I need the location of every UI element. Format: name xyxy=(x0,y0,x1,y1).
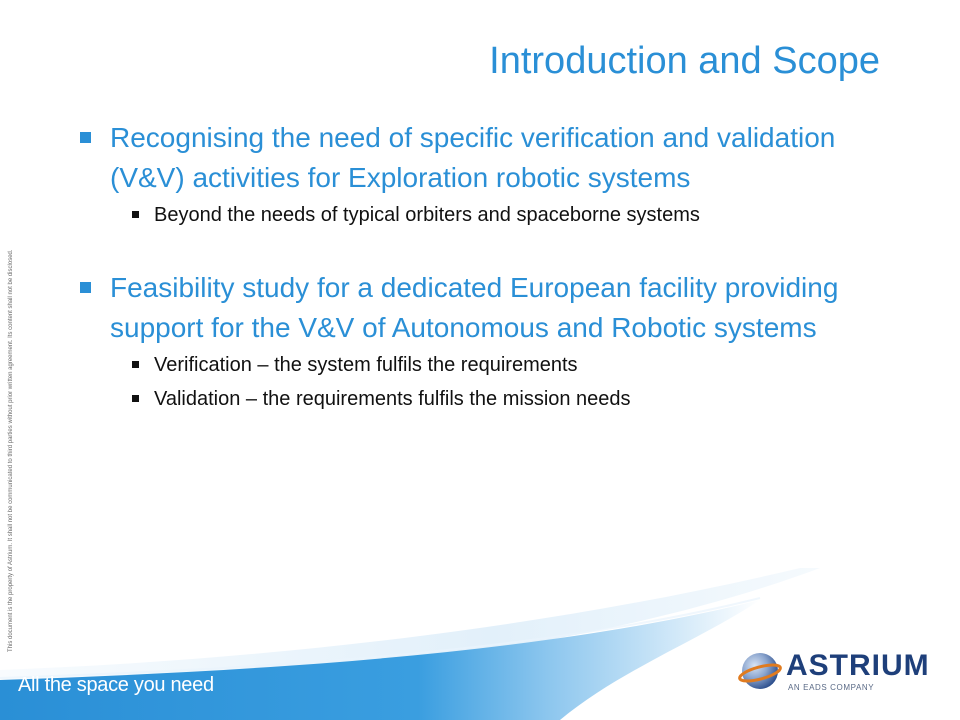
bullet-text: Beyond the needs of typical orbiters and spaceborne systems xyxy=(154,204,700,226)
bullet-text: Verification – the system fulfils the requirements xyxy=(154,354,578,376)
bullet-text: Recognising the need of specific verification and validation (V&V) activities for Exploration robotic systems xyxy=(110,122,836,193)
footer-tagline: All the space you need xyxy=(18,674,214,696)
slide-title: Introduction and Scope xyxy=(489,40,880,82)
square-bullet-icon xyxy=(132,395,139,402)
square-bullet-icon xyxy=(80,282,91,293)
bullet-text: Feasibility study for a dedicated European facility providing support for the V&V of Autonomous and Robotic systems xyxy=(110,272,839,343)
globe-icon xyxy=(738,649,782,693)
bullet-level2 xyxy=(132,352,860,378)
square-bullet-icon xyxy=(132,211,139,218)
bullet-level1 xyxy=(80,268,860,348)
square-bullet-icon xyxy=(132,361,139,368)
astrium-logo xyxy=(738,645,938,697)
square-bullet-icon xyxy=(80,132,91,143)
legal-notice: This document is the property of Astrium. It shall not be communicated to third parties without prior written agreement. Its content shall not be disclosed. xyxy=(8,249,14,652)
bullet-level2 xyxy=(132,386,860,412)
logo-wordmark: ASTRIUM xyxy=(786,649,930,682)
bullet-list xyxy=(80,118,860,412)
bullet-text: Validation – the requirements fulfils the mission needs xyxy=(154,388,631,410)
logo-subline: AN EADS COMPANY xyxy=(788,683,875,692)
bullet-level2 xyxy=(132,202,860,228)
bullet-level1 xyxy=(80,118,860,198)
